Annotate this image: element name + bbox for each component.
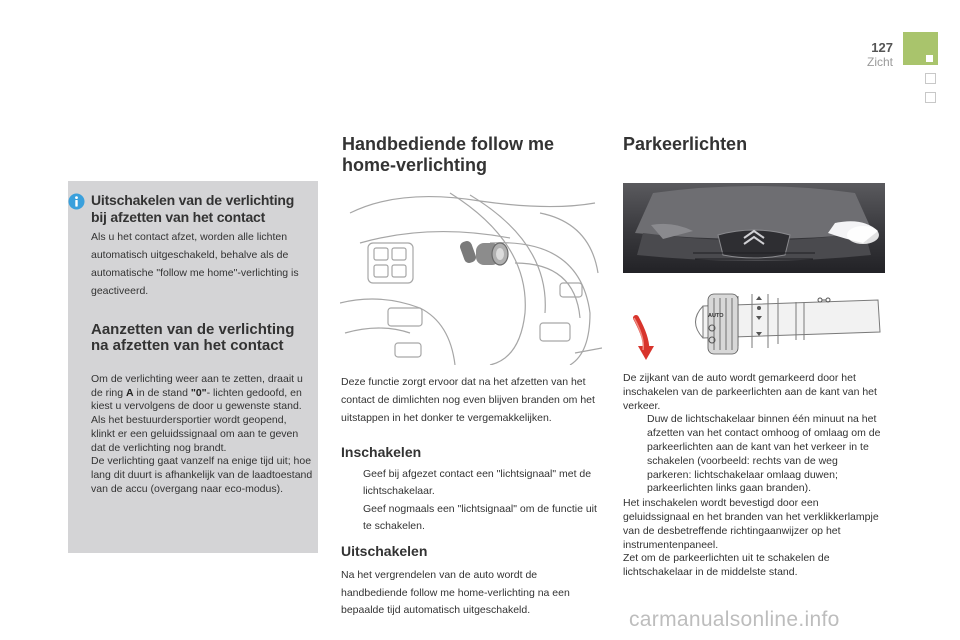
text-segment: Als het bestuurdersportier wordt geopend, klinkt er een geluidssignaal om aan te geven dat de verlichting nog brandt. (91, 414, 299, 454)
list-item-text: Geef bij afgezet contact een "lichtsignaal" met de lichtschakelaar. (363, 468, 592, 497)
light-stalk-illustration (628, 288, 886, 360)
section-tab[interactable] (925, 92, 936, 103)
info-box-title-2: Aanzetten van de verlichting na afzetten van het contact (91, 321, 295, 354)
list-item (341, 466, 603, 500)
list-item (623, 413, 885, 496)
car-front-photo (623, 183, 885, 273)
info-box-title: Uitschakelen van de verlichting bij afzetten van het contact (91, 192, 295, 225)
subheading-uitschakelen: Uitschakelen (341, 543, 428, 559)
bullet-icon (341, 466, 363, 500)
text-segment: Om de verlichting weer aan te zetten, draait u de ring (91, 373, 303, 399)
subheading-inschakelen: Inschakelen (341, 444, 422, 460)
parkeerlichten-text (623, 372, 885, 580)
text-segment: De verlichting gaat vanzelf na enige tijd uit; hoe lang dit duurt is afhankelijk van de laadtoestand van de accu (overgang naar eco-modus). (91, 455, 313, 495)
section-name: Zicht (866, 55, 893, 69)
section-tab-active[interactable] (903, 32, 938, 65)
tab-marker-icon (926, 55, 933, 62)
parkeerlichten-intro: De zijkant van de auto wordt gemarkeerd door het inschakelen van de parkeerlichten aan de kant van het verkeer. (623, 372, 877, 412)
dashboard-illustration (340, 183, 602, 365)
text-segment: - lichten gedoofd, en kiest u vervolgens de door u gewenste stand. (91, 386, 302, 413)
inschakelen-list (341, 466, 603, 536)
list-item (341, 501, 603, 535)
section-heading-parkeerlichten: Parkeerlichten (623, 134, 748, 154)
parkeerlichten-confirm-text: Het inschakelen wordt bevestigd door een geluidssignaal en het branden van het verklikkerlampje van de desbetreffende richtingaanwijzer op het instrumentenpaneel. (623, 497, 879, 551)
position-label: "0" (190, 386, 207, 399)
section-heading-follow-me-home: Handbediende follow me home-verlichting (342, 134, 555, 175)
section-tab[interactable] (925, 73, 936, 84)
info-icon (68, 193, 85, 210)
info-box-text-2 (91, 373, 313, 496)
uitschakelen-text: Na het vergrendelen van de auto wordt de handbediende follow me home-verlichting na een bepaalde tijd automatisch uitgeschakeld. (341, 569, 570, 616)
bullet-icon (623, 413, 647, 496)
ring-label: A (126, 386, 134, 399)
watermark: carmanualsonline.info (629, 608, 840, 631)
page-number: 127 (871, 40, 893, 55)
follow-me-intro: Deze functie zorgt ervoor dat na het afzetten van het contact de dimlichten nog even blijven branden om het uitstappen in het donker te vergemakkelijken. (341, 376, 595, 424)
text-segment: in de stand (133, 386, 191, 399)
stalk-auto-label: AUTO (708, 313, 724, 319)
parkeerlichten-off-text: Zet om de parkeerlichten uit te schakelen de lichtschakelaar in de middelste stand. (623, 552, 830, 579)
bullet-icon (341, 501, 363, 535)
info-box-text: Als u het contact afzet, worden alle lichten automatisch uitgeschakeld, behalve als de automatische "follow me home"-verlichting is geactiveerd. (91, 231, 299, 297)
list-item-text: Geef nogmaals een "lichtsignaal" om de functie uit te schakelen. (363, 503, 597, 532)
list-item-text: Duw de lichtschakelaar binnen één minuut na het afzetten van het contact omhoog of omlaag om de parkeerlichten aan de kant van het verkeer in te schakelen (voorbeeld: rechts van de weg parkeren: lichtschakelaar omlaag duwen; parkeerlichten links gaan branden). (647, 413, 881, 495)
